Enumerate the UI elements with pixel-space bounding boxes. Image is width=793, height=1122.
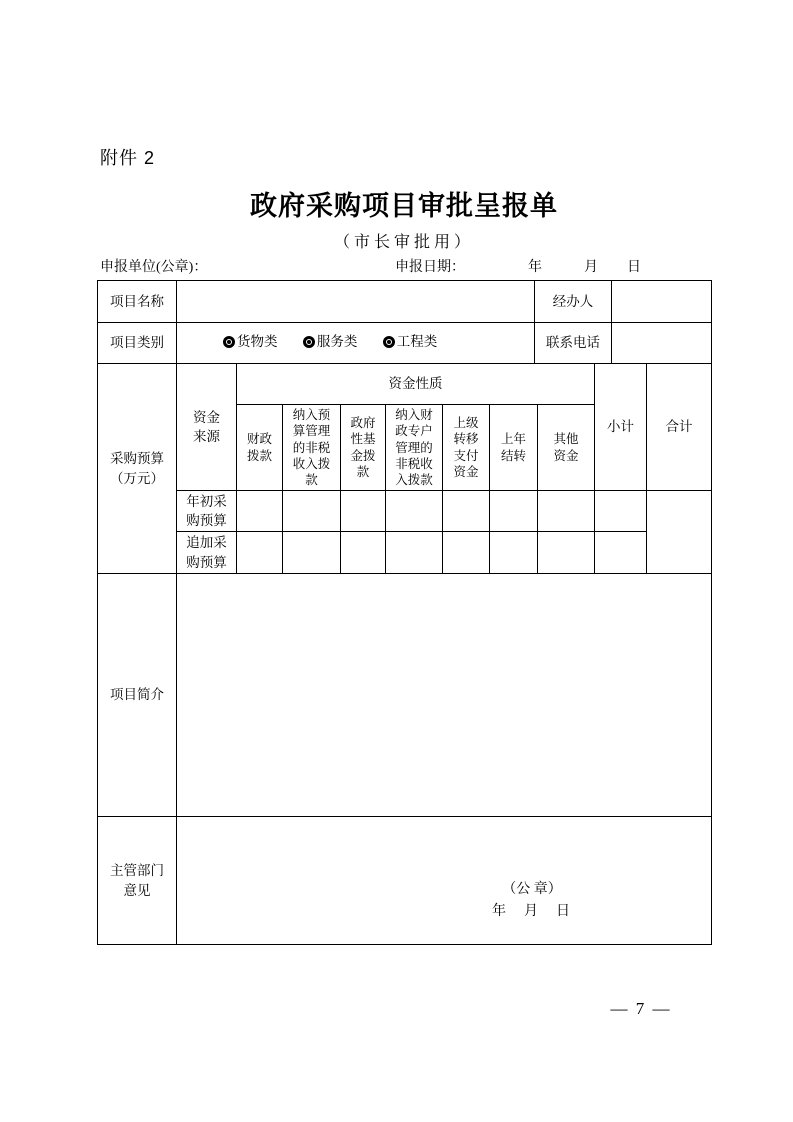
declaration-line — [98, 256, 710, 276]
additional-subtotal-cell — [595, 532, 647, 574]
radio-filled-icon — [303, 336, 315, 348]
initial-nontax-budget-cell — [283, 491, 341, 532]
additional-transfer-cell — [443, 532, 490, 574]
declare-day-label: 日 — [627, 260, 641, 275]
project-type-options-cell — [177, 323, 535, 364]
declare-month-label: 月 — [584, 260, 598, 275]
initial-carryover-cell — [490, 491, 538, 532]
handler-label: 经办人 — [535, 281, 612, 323]
budget-table — [97, 363, 712, 574]
total-value-cell — [647, 491, 712, 574]
additional-gov-fund-cell — [341, 532, 386, 574]
page-number: — 7 — — [610, 999, 672, 1018]
nature-col-nontax-budget: 纳入预算管理的非税收入拨款 — [283, 405, 341, 491]
project-name-label: 项目名称 — [98, 281, 177, 323]
seal-label: （公 章） — [502, 882, 562, 898]
radio-filled-icon — [383, 336, 395, 348]
nature-col-carryover: 上年结转 — [490, 405, 538, 491]
project-name-value-cell — [177, 281, 535, 323]
nature-col-transfer: 上级转移支付资金 — [443, 405, 490, 491]
initial-transfer-cell — [443, 491, 490, 532]
contact-phone-value-cell — [612, 323, 712, 364]
additional-fiscal-cell — [237, 532, 283, 574]
dept-opinion-label: 主管部门意见 — [98, 817, 177, 945]
project-brief-content-cell — [177, 574, 712, 817]
type-option-goods — [223, 332, 278, 352]
approval-form-table — [97, 280, 711, 945]
nature-col-gov-fund: 政府性基金拨款 — [341, 405, 386, 491]
attachment-label: 附件 2 — [100, 148, 156, 168]
initial-subtotal-cell — [595, 491, 647, 532]
additional-other-cell — [538, 532, 595, 574]
type-option-goods-label: 货物类 — [237, 334, 278, 350]
declare-unit-label: 申报单位(公章)： — [100, 260, 208, 275]
nature-col-fiscal: 财政拨款 — [237, 405, 283, 491]
nature-col-other: 其他资金 — [538, 405, 595, 491]
project-info-table — [97, 280, 712, 364]
contact-phone-label: 联系电话 — [535, 323, 612, 364]
additional-nontax-special-cell — [386, 532, 443, 574]
seal-signature-block — [457, 879, 607, 922]
budget-row-additional-label: 追加采购预算 — [177, 532, 237, 574]
initial-other-cell — [538, 491, 595, 532]
document-title: 政府采购项目审批呈报单 — [250, 191, 558, 221]
nature-col-nontax-special: 纳入财政专户管理的非税收入拨款 — [386, 405, 443, 491]
opinion-date-line: 年 月 日 — [492, 903, 572, 919]
funding-source-label: 资金来源 — [177, 364, 237, 491]
subtotal-header: 小计 — [595, 364, 647, 491]
type-option-services-label: 服务类 — [316, 334, 358, 350]
type-option-services — [303, 332, 358, 352]
additional-carryover-cell — [490, 532, 538, 574]
type-option-works — [383, 332, 438, 352]
declare-date-label: 申报日期： — [395, 260, 465, 275]
handler-value-cell — [612, 281, 712, 323]
declare-year-label: 年 — [528, 260, 542, 275]
initial-gov-fund-cell — [341, 491, 386, 532]
radio-filled-icon — [223, 336, 235, 348]
additional-nontax-budget-cell — [283, 532, 341, 574]
document-subtitle: （市长审批用） — [333, 234, 474, 251]
project-type-label: 项目类别 — [98, 323, 177, 364]
type-option-works-label: 工程类 — [396, 334, 438, 350]
budget-row-initial-label: 年初采购预算 — [177, 491, 237, 532]
fund-nature-header: 资金性质 — [237, 364, 595, 405]
budget-section-label: 采购预算（万元） — [98, 364, 177, 574]
initial-nontax-special-cell — [386, 491, 443, 532]
initial-fiscal-cell — [237, 491, 283, 532]
project-brief-label: 项目简介 — [98, 574, 177, 817]
dept-opinion-content-cell — [177, 817, 712, 945]
total-header: 合计 — [647, 364, 712, 491]
brief-opinion-table — [97, 573, 712, 945]
